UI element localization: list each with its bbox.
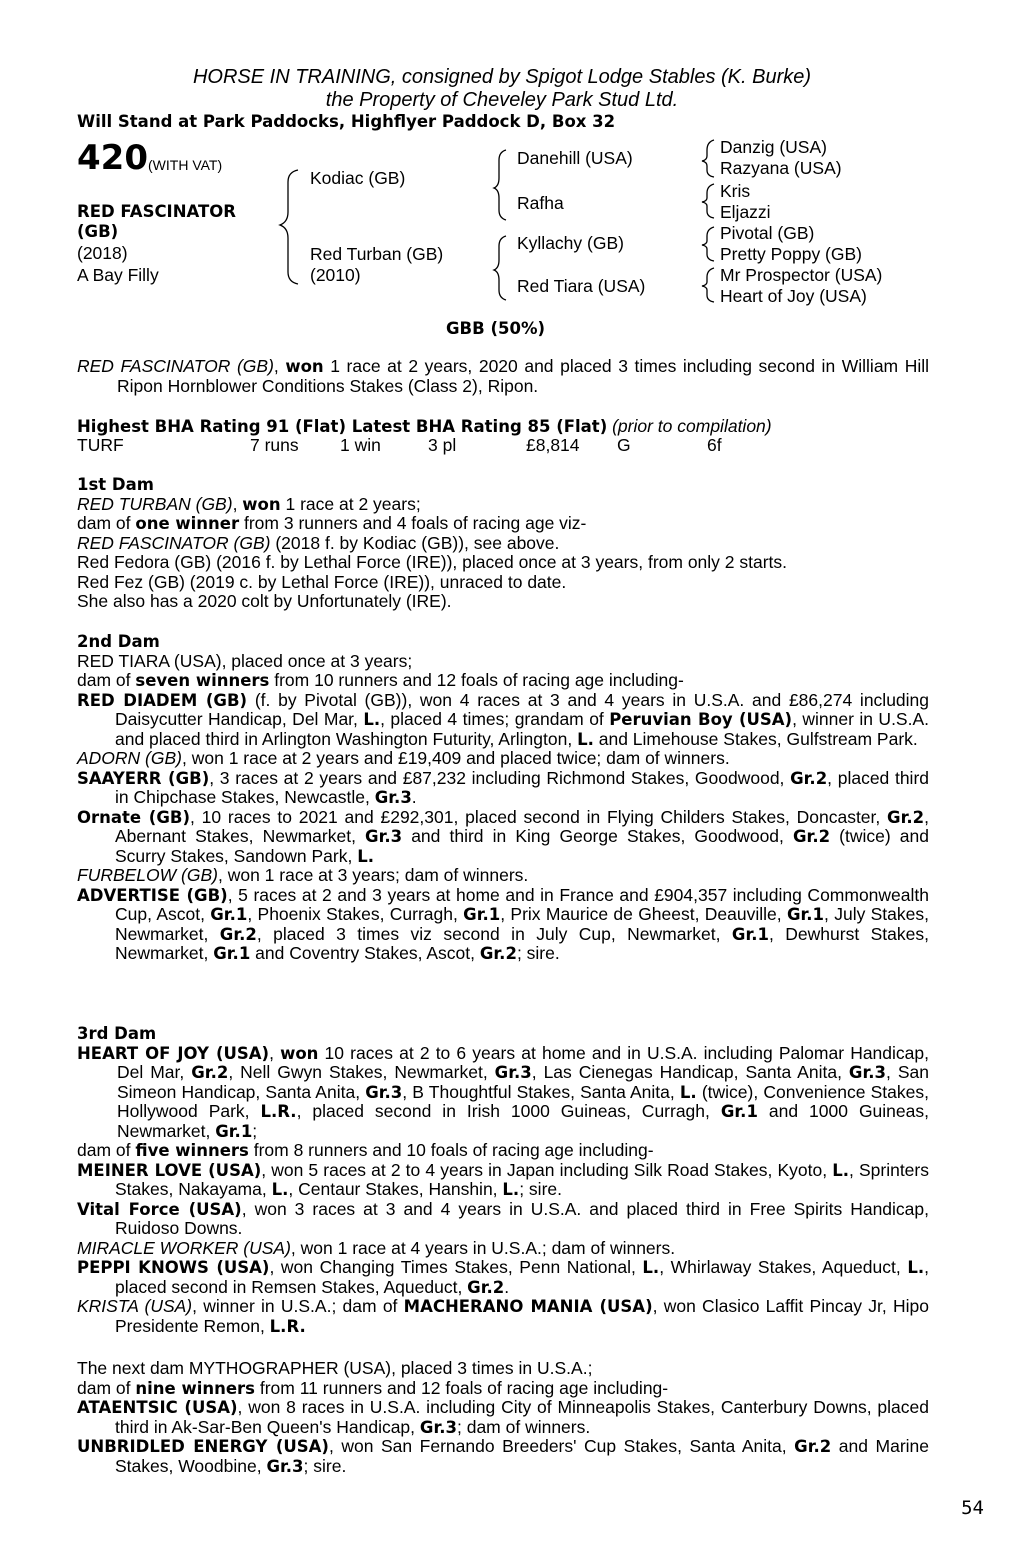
hoj-c: , Nell Gwyn Stakes, Newmarket,	[228, 1062, 495, 1082]
ue-a: , won San Fernando Breeders' Cup Stakes, Santa Anita,	[328, 1436, 795, 1456]
advertise-f: Gr.1	[786, 905, 825, 924]
ddd: Heart of Joy (USA)	[720, 286, 867, 306]
ssd: Razyana (USA)	[720, 158, 842, 178]
ornate-e: and third in King George Stakes, Goodwood,	[402, 826, 793, 846]
saayerr-e: .	[411, 787, 417, 807]
horse-country: (GB)	[77, 222, 119, 241]
stand-location: Will Stand at Park Paddocks, Highflyer Paddock D, Box 32	[77, 112, 616, 131]
advertise-m: and Coventry Stakes, Ascot,	[250, 943, 480, 963]
adorn-entry	[77, 749, 929, 769]
rating-going: G	[617, 435, 631, 455]
hoj-a: 10 races at 2 to 6 years at home and in U.S.A. including Palomar Handicap, Del Mar,	[117, 1042, 929, 1082]
fourth-dam-winners: nine winners	[135, 1378, 255, 1398]
advertise-i: , placed 3 times viz second in July Cup, Newmarket,	[256, 923, 732, 944]
advertise-entry	[77, 886, 929, 964]
third-dam-runners: from 8 runners and 10 foals of racing age including-	[248, 1140, 654, 1160]
ornate-d: Gr.3	[365, 827, 403, 846]
at-b: Gr.3	[419, 1417, 457, 1437]
page-number: 54	[961, 1497, 984, 1519]
hoj-l: L.R.	[260, 1102, 297, 1121]
ornate-c: , Abernant Stakes, Newmarket,	[115, 806, 929, 846]
vf-name: Vital Force (USA)	[77, 1199, 242, 1219]
first-dam-record: 1 race at 2 years;	[280, 493, 421, 514]
dsd: Pretty Poppy (GB)	[720, 244, 862, 264]
ornate-name: Ornate (GB)	[77, 807, 190, 827]
adorn-text: , won 1 race at 2 years and £19,409 and placed twice; dam of winners.	[182, 748, 730, 768]
advertise-n: Gr.2	[479, 944, 517, 963]
second-dam-winners: seven winners	[135, 671, 270, 690]
dds: Mr Prospector (USA)	[720, 265, 883, 285]
dam-year: (2010)	[310, 265, 361, 285]
rating-surface: TURF	[77, 435, 124, 455]
first-dam-runners: from 3 runners and 4 foals of racing age viz-	[239, 513, 587, 533]
ornate-g: (twice) and Scurry Stakes, Sandown Park,	[115, 826, 929, 866]
ue-name: UNBRIDLED ENERGY (USA)	[77, 1437, 329, 1456]
red-diadem-entry	[77, 691, 929, 750]
gbb-percentage: GBB (50%)	[446, 319, 546, 338]
ue-d: Gr.3	[266, 1456, 304, 1476]
dss: Pivotal (GB)	[720, 223, 815, 243]
advertise-j: Gr.1	[731, 924, 769, 944]
furbelow-name: FURBELOW (GB)	[77, 865, 218, 885]
hoj-n: Gr.1	[720, 1102, 758, 1121]
sire-sire: Danehill (USA)	[517, 148, 633, 168]
lot-number: 420	[77, 138, 148, 178]
saayerr-a: , 3 races at 2 years and £87,232 including Richmond Stakes, Goodwood,	[209, 767, 791, 788]
first-dam-winners: one winner	[135, 514, 240, 533]
furbelow-entry	[77, 866, 929, 886]
second-dam-runners: from 10 runners and 12 foals of racing age including-	[269, 670, 684, 690]
hoj-d: Gr.3	[494, 1063, 532, 1082]
sire: Kodiac (GB)	[310, 168, 406, 188]
pk-d: L.	[907, 1258, 925, 1277]
rating-line	[77, 416, 772, 437]
at-name: ATAENTSIC (USA)	[77, 1398, 238, 1417]
summary-paragraph: RED FASCINATOR (GB), won 1 race at 2 years, 2020 and placed 3 times including second in William Hill Ripon Hornblower Conditions Stakes (Class 2), Ripon.	[77, 356, 929, 396]
meiner-love-entry	[77, 1161, 929, 1200]
krista-entry	[77, 1297, 929, 1336]
summary-won: won	[285, 357, 324, 376]
advertise-name: ADVERTISE (GB)	[77, 885, 228, 905]
ml-f: L.	[502, 1180, 520, 1199]
second-dam-name: RED TIARA (USA), placed once at 3 years;	[77, 650, 413, 671]
dam-sire: Kyllachy (GB)	[517, 233, 624, 253]
pk-b: L.	[642, 1258, 660, 1277]
summary-text: 1 race at 2 years, 2020 and placed 3 times including second in William Hill Ripon Hornblower Conditions Stakes (Class 2), Ripon.	[117, 356, 929, 396]
saayerr-entry	[77, 769, 929, 808]
advertise-b: Gr.1	[210, 905, 248, 924]
foal-red-fez: Red Fez (GB) (2019 c. by Lethal Force (IRE)), unraced to date.	[77, 571, 567, 592]
dam: Red Turban (GB)	[310, 244, 444, 264]
hoj-b: Gr.2	[191, 1063, 229, 1082]
ml-d: L.	[271, 1180, 289, 1199]
ue-c: and Marine Stakes, Woodbine,	[115, 1436, 929, 1476]
rating-runs: 7 runs	[250, 435, 299, 455]
sdd: Eljazzi	[720, 202, 771, 222]
ornate-b: Gr.2	[887, 807, 925, 827]
rating-label: Highest BHA Rating 91 (Flat) Latest BHA Rating 85 (Flat)	[77, 417, 608, 436]
unbridled-energy-entry	[77, 1437, 929, 1476]
ornate-a: , 10 races to 2021 and £292,301, placed second in Flying Childers Stakes, Doncaster,	[189, 806, 888, 827]
ue-b: Gr.2	[794, 1437, 832, 1456]
summary-horse: RED FASCINATOR (GB)	[77, 356, 274, 376]
ornate-entry	[77, 808, 929, 867]
advertise-g: , July Stakes, Newmarket,	[115, 904, 930, 944]
foal-red-fascinator: RED FASCINATOR (GB)	[77, 532, 271, 553]
first-dam-heading: 1st Dam	[77, 475, 154, 494]
third-dam-winners: five winners	[135, 1141, 249, 1160]
saayerr-b: Gr.2	[790, 768, 828, 788]
sire-dam: Rafha	[517, 193, 564, 213]
ml-a: , won 5 races at 2 to 4 years in Japan including Silk Road Stakes, Kyoto,	[261, 1159, 833, 1180]
advertise-d: Gr.1	[463, 905, 501, 924]
hoj-h: Gr.3	[365, 1082, 403, 1102]
ml-b: L.	[832, 1160, 849, 1180]
vital-force-entry	[77, 1200, 929, 1239]
adorn-name: ADORN (GB)	[77, 748, 182, 768]
second-dam-section	[77, 632, 929, 964]
pk-name: PEPPI KNOWS (USA)	[77, 1258, 270, 1277]
vf-text: , won 3 races at 3 and 4 years in U.S.A. and placed third in Free Spirits Handicap, Ruidoso Downs.	[115, 1198, 929, 1238]
sds: Kris	[720, 181, 751, 201]
fourth-dam-of: dam of	[77, 1377, 136, 1398]
peppi-knows-entry	[77, 1258, 929, 1297]
ue-e: ; sire.	[303, 1455, 347, 1476]
ml-e: , Centaur Stakes, Hanshin,	[288, 1179, 503, 1199]
hoj-j: L.	[679, 1082, 697, 1102]
advertise-o: ; sire.	[516, 943, 560, 963]
first-dam-of: dam of	[77, 513, 136, 533]
red-diadem-a: (f. by Pivotal (GB)), won 4 races at 3 and 4 years in U.S.A. and £86,274 including Daisycutter Handicap, Del Mar,	[115, 689, 930, 729]
foal-2020-colt: She also has a 2020 colt by Unfortunately (IRE).	[77, 591, 452, 611]
pk-a: , won Changing Times Stakes, Penn National,	[269, 1257, 643, 1277]
hoj-m: , placed second in Irish 1000 Guineas, Curragh,	[296, 1101, 721, 1121]
fourth-dam-name: The next dam MYTHOGRAPHER (USA), placed 3 times in U.S.A.;	[77, 1358, 593, 1378]
hoj-e: , Las Cienegas Handicap, Santa Anita,	[531, 1062, 849, 1082]
hoj-won: won	[280, 1043, 319, 1063]
horse-year: (2018)	[77, 243, 128, 263]
hoj-o: and 1000 Guineas, Newmarket,	[117, 1101, 929, 1141]
hoj-p: Gr.1	[215, 1121, 253, 1141]
horse-description: A Bay Filly	[77, 265, 159, 285]
pk-e: , placed second in Remsen Stakes, Aqueduct,	[115, 1257, 929, 1297]
hoj-i: , B Thoughtful Stakes, Santa Anita,	[402, 1081, 680, 1102]
peruvian-boy-b: L.	[577, 729, 594, 749]
ataentsic-entry	[77, 1398, 929, 1437]
saayerr-name: SAAYERR (GB)	[77, 768, 210, 788]
hoj-name: HEART OF JOY (USA)	[77, 1043, 270, 1063]
mw-name: MIRACLE WORKER (USA)	[77, 1237, 291, 1258]
hoj-g: , San Simeon Handicap, Santa Anita,	[117, 1062, 929, 1102]
foal-red-fedora: Red Fedora (GB) (2016 f. by Lethal Force (IRE)), placed once at 3 years, from only 2 starts.	[77, 552, 788, 572]
red-diadem-b: L.	[363, 710, 381, 729]
kr-c: , won Clasico Laffit Pincay Jr, Hipo Presidente Remon,	[115, 1296, 929, 1336]
sss: Danzig (USA)	[720, 137, 827, 157]
ornate-f: Gr.2	[793, 827, 831, 846]
first-dam-name: RED TURBAN (GB)	[77, 493, 233, 514]
red-diadem-c: , placed 4 times; grandam of	[380, 709, 610, 729]
header-line-2: the Property of Cheveley Park Stud Ltd.	[325, 89, 679, 111]
red-diadem-name: RED DIADEM (GB)	[77, 690, 248, 710]
first-dam-won: won	[242, 494, 281, 514]
rating-note: (prior to compilation)	[612, 416, 772, 436]
third-dam-heading: 3rd Dam	[77, 1024, 157, 1043]
third-dam-section	[77, 1024, 929, 1336]
at-a: , won 8 races in U.S.A. including City of Minneapolis Stakes, Canterbury Downs, placed third in Ak-Sar-Ben Queen's Handicap,	[115, 1397, 930, 1437]
rating-wins: 1 win	[340, 435, 381, 455]
second-dam-of: dam of	[77, 670, 136, 690]
advertise-k: , Dewhurst Stakes, Newmarket,	[115, 923, 929, 963]
hoj-k: (twice), Convenience Stakes, Hollywood Park,	[117, 1081, 929, 1121]
hoj-f: Gr.3	[848, 1063, 886, 1082]
kr-b: MACHERANO MANIA (USA)	[403, 1297, 653, 1316]
fourth-dam-runners: from 11 runners and 12 foals of racing age including-	[255, 1377, 669, 1398]
vat-note: (WITH VAT)	[148, 157, 223, 173]
first-dam-section: 1st Dam RED TURBAN (GB), won 1 race at 2 years; dam of one winner from 3 runners and 4 foals of racing age viz- RED FASCINATOR (GB) (2018 f. by Kodiac (GB)), see above. Red Fedora (GB) (2016 f. by Lethal Force (IRE)), placed once at 3 years, from only 2 starts. Red Fez (GB) (2019 c. by Lethal Force (IRE)), unraced to date. She also has a 2020 colt by Unfortunately (IRE).	[77, 475, 929, 612]
peruvian-boy-c: and Limehouse Stakes, Gulfstream Park.	[593, 728, 918, 749]
pk-g: .	[504, 1276, 510, 1297]
kr-a: , winner in U.S.A.; dam of	[192, 1296, 404, 1316]
fourth-dam-section	[77, 1359, 929, 1476]
furbelow-text: , won 1 race at 3 years; dam of winners.	[217, 865, 529, 885]
pk-c: , Whirlaway Stakes, Aqueduct,	[659, 1257, 908, 1277]
advertise-a: , 5 races at 2 and 3 years at home and in France and £904,357 including Commonwealth Cup, Ascot,	[115, 884, 930, 924]
third-dam-of: dam of	[77, 1140, 136, 1160]
pk-f: Gr.2	[467, 1277, 505, 1297]
horse-name: RED FASCINATOR	[77, 202, 236, 221]
rating-distance: 6f	[707, 435, 722, 455]
foal-red-fascinator-detail: (2018 f. by Kodiac (GB)), see above.	[270, 532, 560, 553]
second-dam-heading: 2nd Dam	[77, 632, 160, 651]
advertise-h: Gr.2	[219, 924, 257, 944]
mw-text: , won 1 race at 4 years in U.S.A.; dam of winners.	[290, 1237, 676, 1258]
at-c: ; dam of winners.	[456, 1416, 591, 1437]
peruvian-boy-a: , winner in U.S.A. and placed third in Arlington Washington Futurity, Arlington,	[115, 709, 929, 749]
hoj-q: ;	[252, 1120, 258, 1141]
ml-g: ; sire.	[519, 1179, 562, 1199]
peruvian-boy-name: Peruvian Boy (USA)	[609, 710, 793, 729]
ml-name: MEINER LOVE (USA)	[77, 1160, 262, 1180]
rating-placed: 3 pl	[428, 435, 457, 455]
advertise-l: Gr.1	[213, 944, 251, 963]
header-line-1: HORSE IN TRAINING, consigned by Spigot Lodge Stables (K. Burke)	[192, 66, 812, 88]
kr-name: KRISTA (USA)	[77, 1296, 193, 1316]
rating-prize: £8,814	[526, 435, 580, 455]
dam-dam: Red Tiara (USA)	[517, 276, 646, 296]
advertise-c: , Phoenix Stakes, Curragh,	[247, 904, 464, 924]
ml-c: , Sprinters Stakes, Nakayama,	[115, 1159, 929, 1199]
ornate-h: L.	[357, 846, 374, 866]
heart-of-joy-entry: HEART OF JOY (USA), won 10 races at 2 to 6 years at home and in U.S.A. including Palomar Handicap, Del Mar, Gr.2, Nell Gwyn Stakes, Newmarket, Gr.3, Las Cienegas Handicap, Santa Anita, Gr.3, San Simeon Handicap, Santa Anita, Gr.3, B Thoughtful Stakes, Santa Anita, L. (twice), Convenience Stakes, Hollywood Park, L.R., placed second in Irish 1000 Guineas, Curragh, Gr.1 and 1000 Guineas, Newmarket, Gr.1;	[77, 1042, 929, 1141]
saayerr-c: , placed third in Chipchase Stakes, Newcastle,	[115, 767, 930, 807]
kr-d: L.R.	[269, 1316, 306, 1336]
miracle-worker-entry	[77, 1239, 929, 1259]
advertise-e: , Prix Maurice de Gheest, Deauville,	[500, 904, 787, 924]
saayerr-d: Gr.3	[374, 788, 412, 807]
